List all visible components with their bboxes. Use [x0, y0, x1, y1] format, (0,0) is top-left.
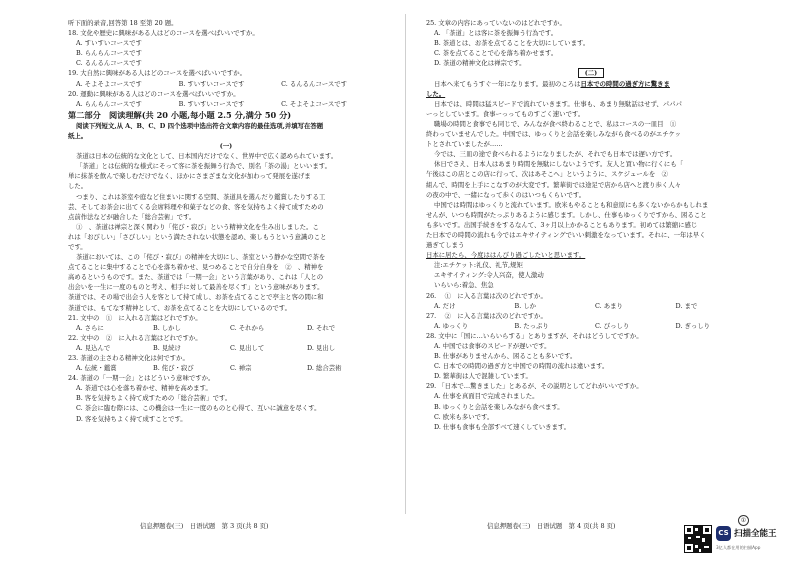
text-line: した。 — [426, 89, 446, 98]
question-stem: 25. 文章の内容にあっていないのはどれですか。 — [426, 19, 566, 27]
text-line: 過ぎてしまう — [426, 241, 465, 250]
text-line: B. らんらんコースです — [76, 49, 142, 58]
text-line: 听下面的录音,回答第 18 至第 20 题。 — [68, 19, 178, 27]
text-line: トとされていましたが…… — [426, 140, 503, 149]
left-column — [68, 18, 384, 528]
text-line: 芸、そしてお茶会に出てくる会席料理や和菓子などの食、客を気持ちよく持て成すための — [68, 202, 324, 211]
text-line: せんが、いつも時間がたっぷりあるように感じます。しかし、仕事もゆっくりですから、困ること — [426, 210, 707, 219]
passage-number: (二) — [578, 68, 604, 78]
answer-option: D. 見出し — [307, 343, 336, 352]
text-line: 高めるというものです。また、茶道では「一期一会」という言葉があり、これは「人との — [68, 273, 324, 282]
answer-option: D. それで — [307, 323, 336, 332]
question-stem: 26. ① に入る言葉は次のどれですか。 — [426, 291, 547, 300]
question-stem: 18. 文化や歴史に興味がある人はどのコースを選べばいいですか。 — [68, 29, 259, 38]
text-line: A. すいすいコースです — [76, 39, 142, 48]
text-line: ーっとしています。食事ーっってものすごく速いです。 — [426, 109, 585, 118]
text-line: A. 中国では食事のスピードが遅いです。 — [434, 342, 551, 350]
text-line: 「茶道」とは伝統的な様式にそって客に茶を振舞う行為で、別名「茶の湯」といいます。 — [76, 162, 331, 171]
question-stem: 28. 文中に「国に…いらいらする」とありますが、それはどうしてですか。 — [426, 331, 643, 340]
answer-options — [68, 343, 384, 353]
text-line: 休日でさえ、日本人はあまり時間を無駄にしないようです。友人と買い物に行くにも「 — [434, 160, 684, 169]
qr-code-icon — [684, 525, 712, 553]
answer-options — [426, 301, 756, 311]
answer-option: A. そよそよコースです — [76, 79, 142, 88]
answer-option: C. それから — [230, 323, 265, 332]
answer-options — [68, 79, 384, 89]
answer-option: C. そよそよコースです — [281, 99, 348, 108]
text-line: B. 客を気持ちよく持て成すための「総合芸術」です。 — [76, 394, 232, 403]
text-line: 点てることに集中することで心を落ち着かせ、見つめることで自分自身を ② 、精神を — [68, 263, 324, 272]
text-line: 日本では、時間は猛スピードで流れていきます。仕事も、あまり無駄話はせず、パパパ — [434, 99, 682, 108]
page-mark: ① — [738, 515, 749, 526]
text-line: A. 仕事を真面目で完成されました。 — [434, 392, 539, 401]
text-line: 阅读下列短文,从 A、B、C、D 四个选项中选出符合文章内容的最佳选项,并填写在答题 — [76, 121, 324, 130]
answer-options — [68, 363, 384, 373]
text-line: C. るんるんコースです — [76, 59, 142, 68]
answer-option: A. さらに — [76, 323, 104, 332]
text-line: 終わっていませんでした。中国では、ゆっくりと会話を楽しみながら食べるのがエチケッ — [426, 130, 681, 139]
text-line: (一) — [219, 142, 233, 151]
answer-option: C. るんるんコースです — [281, 79, 348, 88]
answer-option: B. 侘び・寂び — [153, 364, 194, 373]
answer-option: D. 総合芸術 — [307, 364, 342, 373]
answer-option: C. あまり — [595, 301, 623, 310]
text-line: C. 欧米も多いです。 — [434, 412, 494, 421]
footer-right: 信息押题卷(三) 日语试题 第 4 页(共 8 页) — [487, 522, 616, 530]
footer-left: 信息押题卷(三) 日语试题 第 3 页(共 8 页) — [140, 522, 269, 530]
passage-heading — [426, 68, 756, 78]
answer-option: A. 伝統・鑑賞 — [76, 364, 117, 373]
text-span: 日本へ来てもうすぐ一年になります。最初のころは — [434, 79, 581, 88]
question-stem: 27. ② に入る言葉は次のどれですか。 — [426, 311, 547, 320]
text-line: です。 — [68, 242, 87, 251]
answer-options — [68, 323, 384, 333]
text-line: C. 茶会に臨む際には、この機会は一生に一度のものと心得て、互いに誠意を尽くす。 — [76, 404, 321, 413]
question-stem: 22. 文中の ② に入れる言葉はどれですか。 — [68, 333, 202, 342]
text-line: も多いです。出国手続きをするなんて、3ヶ月以上かかることもあります。初めては繁縮に感じ — [426, 220, 698, 229]
answer-option: A. だけ — [434, 301, 456, 310]
text-line: 日本に居たら、今度ははんびり過ごしたいと思います。 — [426, 251, 586, 260]
text-line — [426, 79, 756, 89]
text-line: した。 — [68, 182, 88, 191]
question-stem: 23. 茶道の主さわる精神文化は何ですか。 — [68, 354, 189, 362]
answer-option: A. 見込んで — [76, 343, 111, 352]
text-line: 茶道では、もてなす精神として、お茶を点てることを大切にしているのです。 — [68, 303, 292, 312]
text-line: 職場の時間と食事でも同じで、みんなが食べ終わることで、私はコースの一皿目 ① — [434, 119, 677, 128]
text-line: れは「おびしい」「さびしい」という満たされない状態を認め、楽しもうという意識のこと — [68, 232, 327, 241]
answer-option: A. ゆっくり — [434, 321, 469, 330]
scanner-tagline: 3亿人都在用的扫描App — [716, 545, 761, 550]
text-line: B. ゆっくりと会話を楽しみながら食べます。 — [434, 402, 564, 411]
text-line: B. 仕事がありませんから、困ることも多いです。 — [434, 352, 577, 361]
answer-option: B. 見続け — [153, 343, 181, 352]
text-line: 注:エチケット:礼仪、礼节,规矩 — [434, 261, 523, 270]
question-stem: 21. 文中の ① に入れる言葉はどれですか。 — [68, 313, 202, 322]
answer-option: C. 見出して — [230, 343, 265, 352]
text-line: 今では、三皿の途で食べられるようになりましたが、それでも日本では遅い方です。 — [434, 150, 677, 159]
text-line: D. 茶道の精神文化は禅宗です。 — [434, 59, 526, 68]
text-line: いらいら:着急、焦急 — [434, 281, 494, 290]
answer-option: D. ぎっしり — [675, 321, 711, 330]
text-line: C. 茶を点てることで心を落ち着かせます。 — [434, 49, 558, 58]
answer-option: C. びっしり — [595, 321, 630, 330]
text-line: 単に抹茶を飲んで楽しむだけでなく、ほかにさまざまな文化が加わって発展を遂げま — [68, 172, 311, 181]
scanner-logo-icon: CS — [716, 526, 731, 541]
answer-option: B. たっぷり — [514, 321, 549, 330]
answer-option: B. すいすいコースです — [178, 99, 245, 108]
text-line: 茶道においては、この「侘び・寂び」の精神を大切にし、茶室という静かな空間で茶を — [76, 253, 326, 262]
text-line: 茶道は日本の伝統的な文化として、日本国内だけでなく、世界中で広く認められています。 — [76, 152, 338, 161]
text-line: 午後はこの店とこの店に行って、次はあそこへ」というように、スケジュールを ② — [426, 170, 669, 179]
text-line: D. 仕事も食事も全部すべて速くしていきます。 — [434, 422, 571, 431]
answer-option: A. らんらんコースです — [76, 99, 142, 108]
text-line: つまり、これは茶室や庭など住まいに関する空間、茶道具を選んだり鑑賞したりする工 — [76, 192, 326, 201]
answer-options — [426, 321, 756, 331]
text-line: の夜の中で、一緒になって歩くのはいつもくらいです。 — [426, 190, 586, 199]
scanner-app-name: 扫描全能王 — [734, 529, 777, 539]
text-line: D. 客を気持ちよく持て成すことです。 — [76, 414, 187, 423]
question-stem: 20. 運動に興味がある人はどのコースを選べばいいですか。 — [68, 89, 240, 98]
text-line: D. 繁華街は人で混雑しています。 — [434, 372, 532, 381]
question-stem: 19. 大自然に興味がある人はどのコースを選べばいいですか。 — [68, 69, 247, 78]
column-divider — [405, 14, 406, 514]
text-line: た日本での時間の流れも今ではエキサイティングでいい刺激をなっています。それに、一年は早く — [426, 230, 706, 239]
text-line: 組んで、時間を上手にこなすのが大変です。繁華街では途足で店から店へと渡り歩く人々 — [426, 180, 681, 189]
text-line: C. 日本での時間の過ぎ方と中国での時間の流れは違います。 — [434, 362, 609, 371]
text-line: 中国では時間はゆっくりと流れています。欧米もやることも和意原にも多くないからかもしれま — [434, 200, 709, 209]
answer-options — [68, 99, 384, 109]
underlined-text: 日本での時間の過ぎ方に驚きま — [580, 79, 670, 88]
text-line: 茶道では、その場で出会う人を客として持て成し、お茶を点てることで亭主と客の間に和 — [68, 293, 324, 302]
text-line: 点前作法などが融合した「総合芸術」です。 — [68, 212, 196, 221]
right-column — [426, 18, 756, 528]
text-line: A. 「茶道」とは客に茶を振舞う行為です。 — [434, 29, 558, 38]
answer-option: C. 禅宗 — [230, 364, 252, 373]
text-line: 纸上。 — [68, 131, 88, 140]
answer-option: B. しかし — [153, 323, 181, 332]
answer-option: B. すいすいコースです — [178, 79, 245, 88]
text-line: 出会いを一生に一度のものと考え、相手に対して最善を尽くす」という意味があります。 — [68, 283, 324, 292]
answer-option: D. まで — [675, 301, 698, 310]
answer-option: B. しか — [514, 301, 537, 310]
text-line: ① 、茶道は禅宗と深く関わり「侘び・寂び」という精神文化を生み出しました。こ — [76, 222, 319, 231]
question-stem: 24. 茶道の「一期一会」とはどういう意味ですか。 — [68, 374, 215, 383]
text-line: A. 茶道では心を落ち着かせ、精神を高めます。 — [76, 384, 212, 393]
text-line: 第二部分 阅读理解(共 20 小题,每小题 2.5 分,满分 50 分) — [68, 109, 292, 120]
text-line: エキサイティング:令人兴奋，使人激动 — [434, 271, 544, 280]
text-line: B. 茶道とは、お茶を点てることを大切にしています。 — [434, 39, 590, 48]
question-stem: 29. 「日本で…驚きました」とあるが、その説明としてどれがいいですか。 — [426, 382, 643, 391]
